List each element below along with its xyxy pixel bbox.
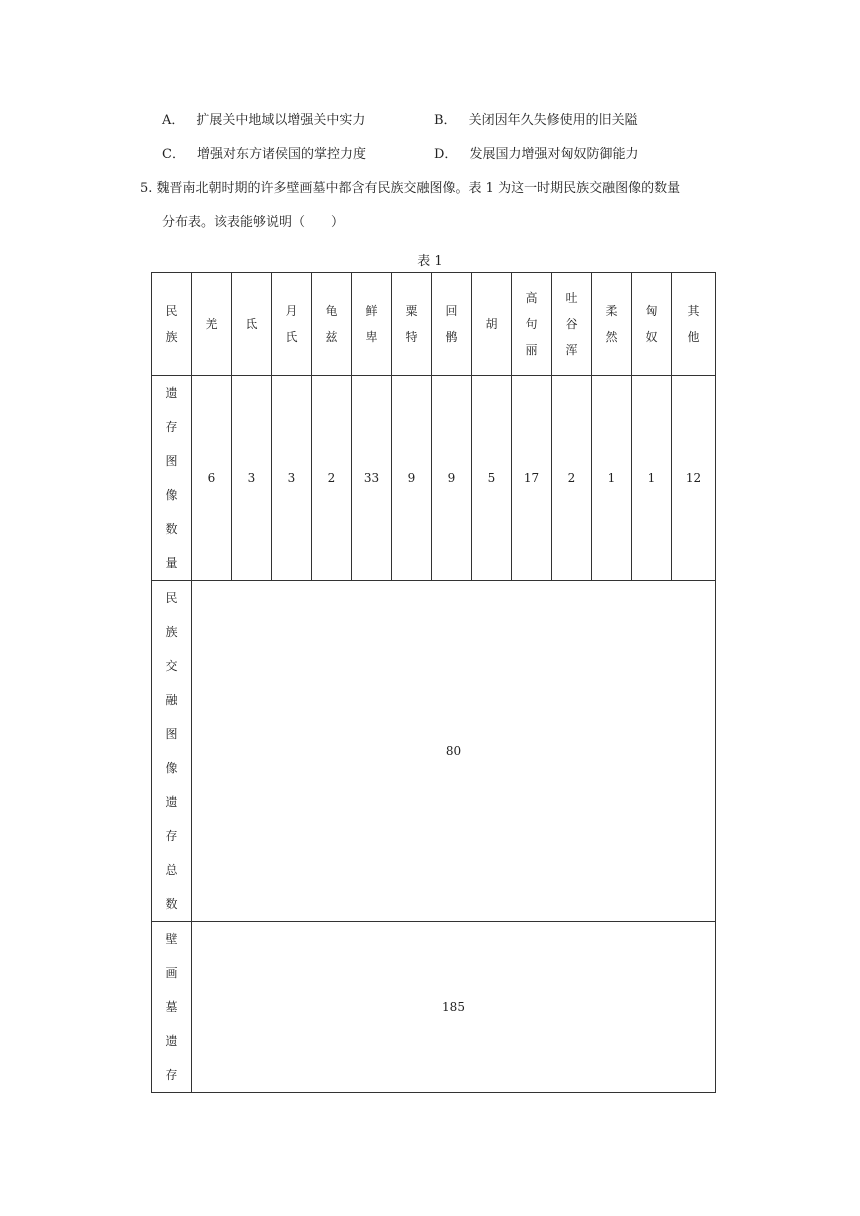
count-cell: 3 — [232, 376, 272, 581]
total-value: 80 — [192, 581, 716, 922]
option-d-letter: D． — [434, 147, 458, 162]
count-cell: 6 — [192, 376, 232, 581]
row-label-ethnic: 民族 — [152, 273, 192, 376]
tombs-row — [152, 922, 716, 1093]
option-b — [434, 113, 638, 129]
col-header: 胡 — [472, 273, 512, 376]
option-b-text: 关闭因年久失修使用的旧关隘 — [468, 113, 638, 128]
count-cell: 17 — [512, 376, 552, 581]
col-header: 高句丽 — [512, 273, 552, 376]
option-c-letter: C． — [162, 147, 185, 162]
option-a — [162, 113, 365, 129]
option-c — [162, 147, 366, 163]
col-header: 氐 — [232, 273, 272, 376]
col-header: 匈奴 — [632, 273, 672, 376]
total-row — [152, 581, 716, 922]
question-stem-line-1: 5. 魏晋南北朝时期的许多壁画墓中都含有民族交融图像。表 1 为这一时期民族交融图像的数量 — [140, 181, 681, 196]
count-cell: 2 — [312, 376, 352, 581]
col-header: 龟兹 — [312, 273, 352, 376]
row-label-tombs: 壁画墓遗存 — [152, 922, 192, 1093]
row-label-total: 民族交融图像遗存总数 — [152, 581, 192, 922]
count-cell: 9 — [392, 376, 432, 581]
count-cell: 3 — [272, 376, 312, 581]
count-cell: 2 — [552, 376, 592, 581]
question-stem-line-2: 分布表。该表能够说明（ ） — [162, 215, 345, 230]
col-header: 粟特 — [392, 273, 432, 376]
col-header: 月氏 — [272, 273, 312, 376]
row-label-count: 遗存图像数量 — [152, 376, 192, 581]
option-d — [434, 147, 638, 163]
option-d-text: 发展国力增强对匈奴防御能力 — [469, 147, 639, 162]
col-header: 鲜卑 — [352, 273, 392, 376]
option-b-letter: B． — [434, 113, 457, 128]
count-cell: 5 — [472, 376, 512, 581]
count-cell: 12 — [672, 376, 716, 581]
count-cell: 1 — [592, 376, 632, 581]
header-row — [152, 273, 716, 376]
col-header: 回鹘 — [432, 273, 472, 376]
col-header: 羌 — [192, 273, 232, 376]
col-header: 其他 — [672, 273, 716, 376]
table-caption: 表 1 — [417, 254, 443, 269]
option-c-text: 增强对东方诸侯国的掌控力度 — [196, 147, 366, 162]
col-header: 吐谷浑 — [552, 273, 592, 376]
count-row — [152, 376, 716, 581]
tombs-value: 185 — [192, 922, 716, 1093]
ethnic-image-table — [151, 272, 716, 1093]
col-header: 柔然 — [592, 273, 632, 376]
count-cell: 9 — [432, 376, 472, 581]
count-cell: 1 — [632, 376, 672, 581]
option-a-letter: A． — [162, 113, 185, 128]
option-a-text: 扩展关中地域以增强关中实力 — [196, 113, 366, 128]
count-cell: 33 — [352, 376, 392, 581]
